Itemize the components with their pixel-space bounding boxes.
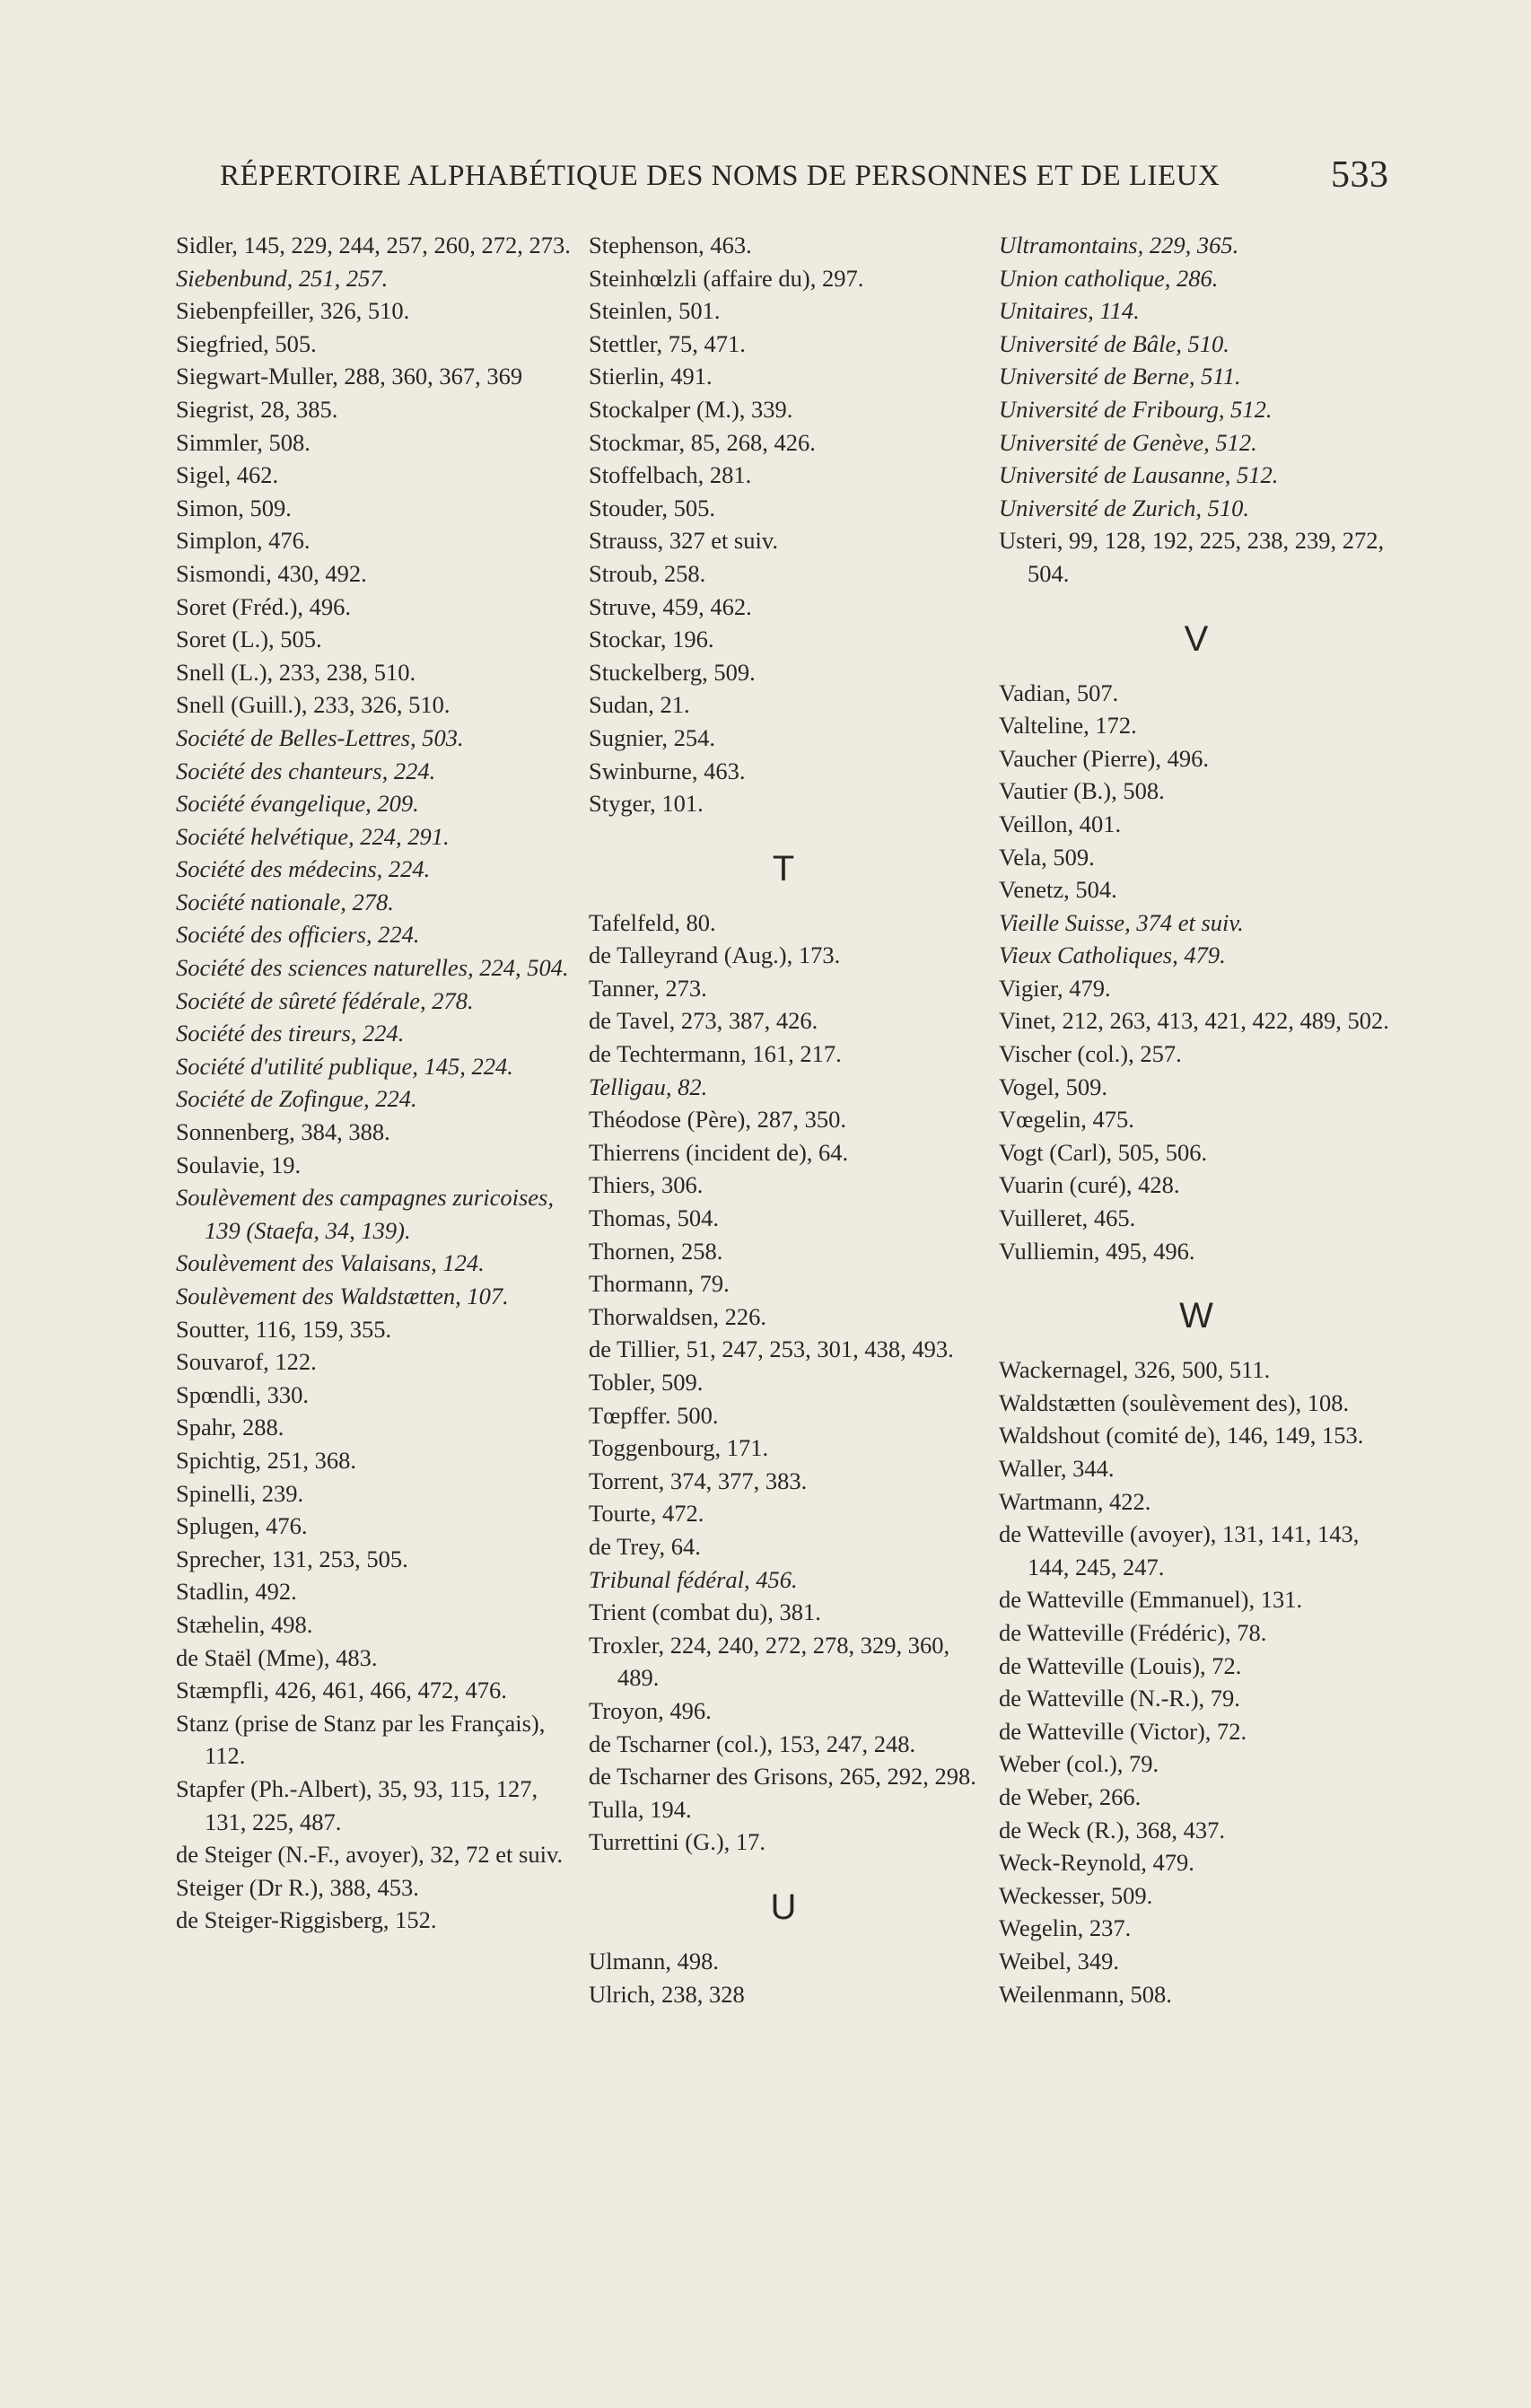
index-column-2 (589, 229, 978, 2010)
index-entry: Thierrens (incident de), 64. (589, 1138, 849, 1166)
index-entry: Sigel, 462. (176, 461, 279, 489)
index-entry: Vulliemin, 495, 496. (999, 1237, 1195, 1265)
index-entry: Stoffelbach, 281. (589, 461, 752, 489)
index-entry: Spahr, 288. (176, 1414, 284, 1441)
index-entry: Weibel, 349. (999, 1947, 1120, 1975)
index-entry: de Tscharner (col.), 153, 247, 248. (589, 1729, 916, 1757)
section-letter: T (772, 848, 795, 889)
index-entry: Weck-Reynold, 479. (999, 1849, 1194, 1877)
index-entry: Société de Belles-Lettres, 503. (176, 723, 464, 751)
index-entry: Stadlin, 492. (176, 1578, 297, 1606)
index-entry: Snell (Guill.), 233, 326, 510. (176, 691, 451, 719)
index-entry: de Watteville (N.-R.), 79. (999, 1685, 1240, 1712)
index-entry: Tulla, 194. (589, 1795, 692, 1823)
index-entry: Société helvétique, 224, 291. (176, 822, 450, 850)
index-entry: Vœgelin, 475. (999, 1106, 1134, 1134)
index-entry: Stierlin, 491. (589, 363, 713, 390)
index-entry: Valteline, 172. (999, 712, 1137, 740)
index-entry: Soulèvement des campagnes zuricoises, 139 (Staefa, 34, 139). (176, 1184, 554, 1244)
index-entry: Société des sciences naturelles, 224, 504. (176, 954, 569, 982)
index-entry: Soutter, 116, 159, 355. (176, 1315, 392, 1343)
index-entry: Strauss, 327 et suiv. (589, 527, 779, 555)
index-entry: Tanner, 273. (589, 974, 707, 1002)
index-entry: Thiers, 306. (589, 1171, 704, 1199)
index-entry: Sismondi, 430, 492. (176, 559, 367, 587)
index-entry: de Watteville (Emmanuel), 131. (999, 1586, 1303, 1614)
index-entry: Soulèvement des Valaisans, 124. (176, 1249, 485, 1277)
index-entry: Styger, 101. (589, 790, 704, 818)
index-entry: Université de Genève, 512. (999, 428, 1257, 456)
index-entry: Société des tireurs, 224. (176, 1020, 405, 1047)
index-entry: Siegwart-Muller, 288, 360, 367, 369 (176, 363, 523, 390)
index-entry: Struve, 459, 462. (589, 592, 752, 620)
index-entry: Vuarin (curé), 428. (999, 1171, 1180, 1199)
index-entry: Vuilleret, 465. (999, 1204, 1136, 1232)
index-entry: Stroub, 258. (589, 559, 706, 587)
index-entry: Simplon, 476. (176, 527, 311, 555)
index-entry: Tœpffer. 500. (589, 1401, 719, 1429)
index-entry: Vautier (B.), 508. (999, 777, 1165, 805)
index-entry: Steinhœlzli (affaire du), 297. (589, 264, 864, 292)
index-entry: Stapfer (Ph.-Albert), 35, 93, 115, 127, 131, 225, 487. (176, 1774, 538, 1835)
index-entry: Sudan, 21. (589, 691, 690, 719)
index-entry: Société de sûreté fédérale, 278. (176, 986, 474, 1014)
index-entry: Sonnenberg, 384, 388. (176, 1118, 390, 1146)
index-entry: Tribunal fédéral, 456. (589, 1565, 798, 1593)
index-entry: Spichtig, 251, 368. (176, 1446, 356, 1474)
index-entry: Soulavie, 19. (176, 1151, 302, 1178)
index-entry: Souvarof, 122. (176, 1348, 317, 1376)
index-entry: Stettler, 75, 471. (589, 329, 746, 357)
index-entry: Société nationale, 278. (176, 888, 394, 915)
index-entry: de Watteville (Frédéric), 78. (999, 1618, 1267, 1646)
index-entry: Université de Berne, 511. (999, 363, 1241, 390)
page-title: RÉPERTOIRE ALPHABÉTIQUE DES NOMS DE PERSONNES ET DE LIEUX (220, 160, 1220, 192)
index-entry: Wartmann, 422. (999, 1487, 1151, 1515)
index-entry: Société de Zofingue, 224. (176, 1085, 417, 1113)
index-entry: de Watteville (Louis), 72. (999, 1651, 1242, 1679)
page-number: 533 (1331, 154, 1389, 196)
index-entry: Wegelin, 237. (999, 1914, 1132, 1942)
index-entry: Spinelli, 239. (176, 1479, 304, 1507)
index-column-1 (176, 229, 571, 1937)
index-entry: Vadian, 507. (999, 679, 1119, 706)
index-entry: Tobler, 509. (589, 1369, 704, 1396)
index-entry: Snell (L.), 233, 238, 510. (176, 658, 416, 686)
index-entry: Ultramontains, 229, 365. (999, 232, 1239, 258)
index-entry: de Tillier, 51, 247, 253, 301, 438, 493. (589, 1335, 954, 1363)
index-entry: Steinlen, 501. (589, 297, 721, 325)
index-entry: de Weck (R.), 368, 437. (999, 1816, 1226, 1843)
index-entry: Vaucher (Pierre), 496. (999, 744, 1209, 772)
index-entry: Swinburne, 463. (589, 757, 746, 784)
index-entry: Stuckelberg, 509. (589, 658, 756, 686)
index-entry: Université de Bâle, 510. (999, 329, 1229, 357)
index-entry: Vinet, 212, 263, 413, 421, 422, 489, 502. (999, 1007, 1389, 1035)
index-entry: Vieille Suisse, 374 et suiv. (999, 908, 1244, 936)
index-entry: Tourte, 472. (589, 1500, 704, 1528)
index-entry: Weilenmann, 508. (999, 1980, 1172, 2008)
index-entry: Sidler, 145, 229, 244, 257, 260, 272, 273. (176, 232, 571, 258)
index-entry: Siebenpfeiller, 326, 510. (176, 297, 410, 325)
index-entry: Stockmar, 85, 268, 426. (589, 428, 816, 456)
index-entry: Venetz, 504. (999, 876, 1117, 904)
index-entry: Turrettini (G.), 17. (589, 1828, 766, 1856)
section-letter: V (1184, 618, 1209, 659)
index-entry: de Tscharner des Grisons, 265, 292, 298. (589, 1763, 976, 1791)
index-entry: Torrent, 374, 377, 383. (589, 1467, 808, 1494)
index-entry: Spœndli, 330. (176, 1380, 309, 1408)
index-entry: Vogel, 509. (999, 1073, 1107, 1100)
index-entry: Ulmann, 498. (589, 1947, 719, 1975)
section-letter: U (770, 1887, 797, 1927)
index-entry: Splugen, 476. (176, 1512, 308, 1540)
index-entry: Soret (L.), 505. (176, 626, 322, 653)
index-entry: Université de Zurich, 510. (999, 494, 1249, 521)
index-entry: Stockar, 196. (589, 626, 714, 653)
index-entry: de Steiger (N.-F., avoyer), 32, 72 et suiv. (176, 1841, 564, 1869)
index-column-3 (999, 229, 1394, 2010)
index-entry: Société d'utilité publique, 145, 224. (176, 1052, 513, 1080)
index-entry: Stockalper (M.), 339. (589, 395, 793, 423)
index-entry: Siegfried, 505. (176, 329, 317, 357)
index-entry: Troxler, 224, 240, 272, 278, 329, 360, 489. (589, 1631, 950, 1692)
index-entry: Stanz (prise de Stanz par les Français), 112. (176, 1709, 546, 1770)
index-entry: Université de Fribourg, 512. (999, 395, 1273, 423)
index-entry: Soulèvement des Waldstætten, 107. (176, 1283, 509, 1309)
index-entry: Tafelfeld, 80. (589, 908, 716, 936)
index-entry: Stæhelin, 498. (176, 1610, 313, 1638)
index-entry: de Techtermann, 161, 217. (589, 1040, 842, 1068)
index-entry: Wackernagel, 326, 500, 511. (999, 1356, 1271, 1384)
index-entry: Telligau, 82. (589, 1073, 708, 1100)
index-entry: Société des chanteurs, 224. (176, 757, 436, 784)
index-entry: Unitaires, 114. (999, 297, 1140, 325)
index-entry: Steiger (Dr R.), 388, 453. (176, 1873, 419, 1901)
index-entry: Société des officiers, 224. (176, 921, 420, 949)
index-entry: Thomas, 504. (589, 1204, 719, 1232)
index-entry: Usteri, 99, 128, 192, 225, 238, 239, 272, 504. (999, 527, 1385, 587)
index-entry: Société évangelique, 209. (176, 790, 419, 818)
index-entry: Simmler, 508. (176, 428, 311, 456)
index-entry: Théodose (Père), 287, 350. (589, 1106, 847, 1134)
index-entry: de Steiger-Riggisberg, 152. (176, 1906, 437, 1934)
section-letter: W (1179, 1296, 1213, 1336)
index-entry: Toggenbourg, 171. (589, 1434, 769, 1462)
index-entry: Thormann, 79. (589, 1270, 730, 1298)
index-entry: Vischer (col.), 257. (999, 1040, 1182, 1068)
index-entry: de Talleyrand (Aug.), 173. (589, 941, 841, 969)
index-entry: Trient (combat du), 381. (589, 1598, 821, 1626)
index-entry: Weber (col.), 79. (999, 1750, 1159, 1778)
index-entry: Stephenson, 463. (589, 232, 752, 258)
index-entry: Thorwaldsen, 226. (589, 1302, 766, 1330)
index-entry: Troyon, 496. (589, 1696, 712, 1724)
index-entry: de Trey, 64. (589, 1532, 701, 1560)
index-entry: Ulrich, 238, 328 (589, 1980, 745, 2008)
index-entry: de Weber, 266. (999, 1782, 1142, 1810)
index-entry: Simon, 509. (176, 494, 292, 521)
index-entry: Stouder, 505. (589, 494, 716, 521)
index-entry: Vogt (Carl), 505, 506. (999, 1138, 1208, 1166)
index-entry: Sprecher, 131, 253, 505. (176, 1545, 408, 1572)
index-entry: Veillon, 401. (999, 810, 1122, 837)
index-entry: Weckesser, 509. (999, 1881, 1153, 1909)
index-entry: de Watteville (avoyer), 131, 141, 143, 144, 245, 247. (999, 1520, 1360, 1581)
index-entry: Union catholique, 286. (999, 264, 1219, 292)
index-entry: Vieux Catholiques, 479. (999, 941, 1226, 969)
index-entry: Université de Lausanne, 512. (999, 461, 1279, 489)
index-entry: Société des médecins, 224. (176, 855, 431, 883)
index-entry: Siebenbund, 251, 257. (176, 264, 389, 292)
index-entry: Thornen, 258. (589, 1237, 723, 1265)
index-entry: Waldstætten (soulèvement des), 108. (999, 1388, 1350, 1416)
index-entry: Vigier, 479. (999, 974, 1111, 1002)
index-entry: Siegrist, 28, 385. (176, 395, 338, 423)
index-entry: Stæmpfli, 426, 461, 466, 472, 476. (176, 1677, 507, 1704)
index-entry: Soret (Fréd.), 496. (176, 592, 352, 620)
index-entry: Waller, 344. (999, 1455, 1115, 1482)
index-entry: Sugnier, 254. (589, 723, 716, 751)
index-entry: de Watteville (Victor), 72. (999, 1717, 1247, 1745)
index-entry: de Staël (Mme), 483. (176, 1643, 378, 1671)
index-entry: de Tavel, 273, 387, 426. (589, 1007, 818, 1035)
index-entry: Waldshout (comité de), 146, 149, 153. (999, 1422, 1364, 1449)
index-entry: Vela, 509. (999, 843, 1095, 871)
page-header (220, 154, 1389, 196)
